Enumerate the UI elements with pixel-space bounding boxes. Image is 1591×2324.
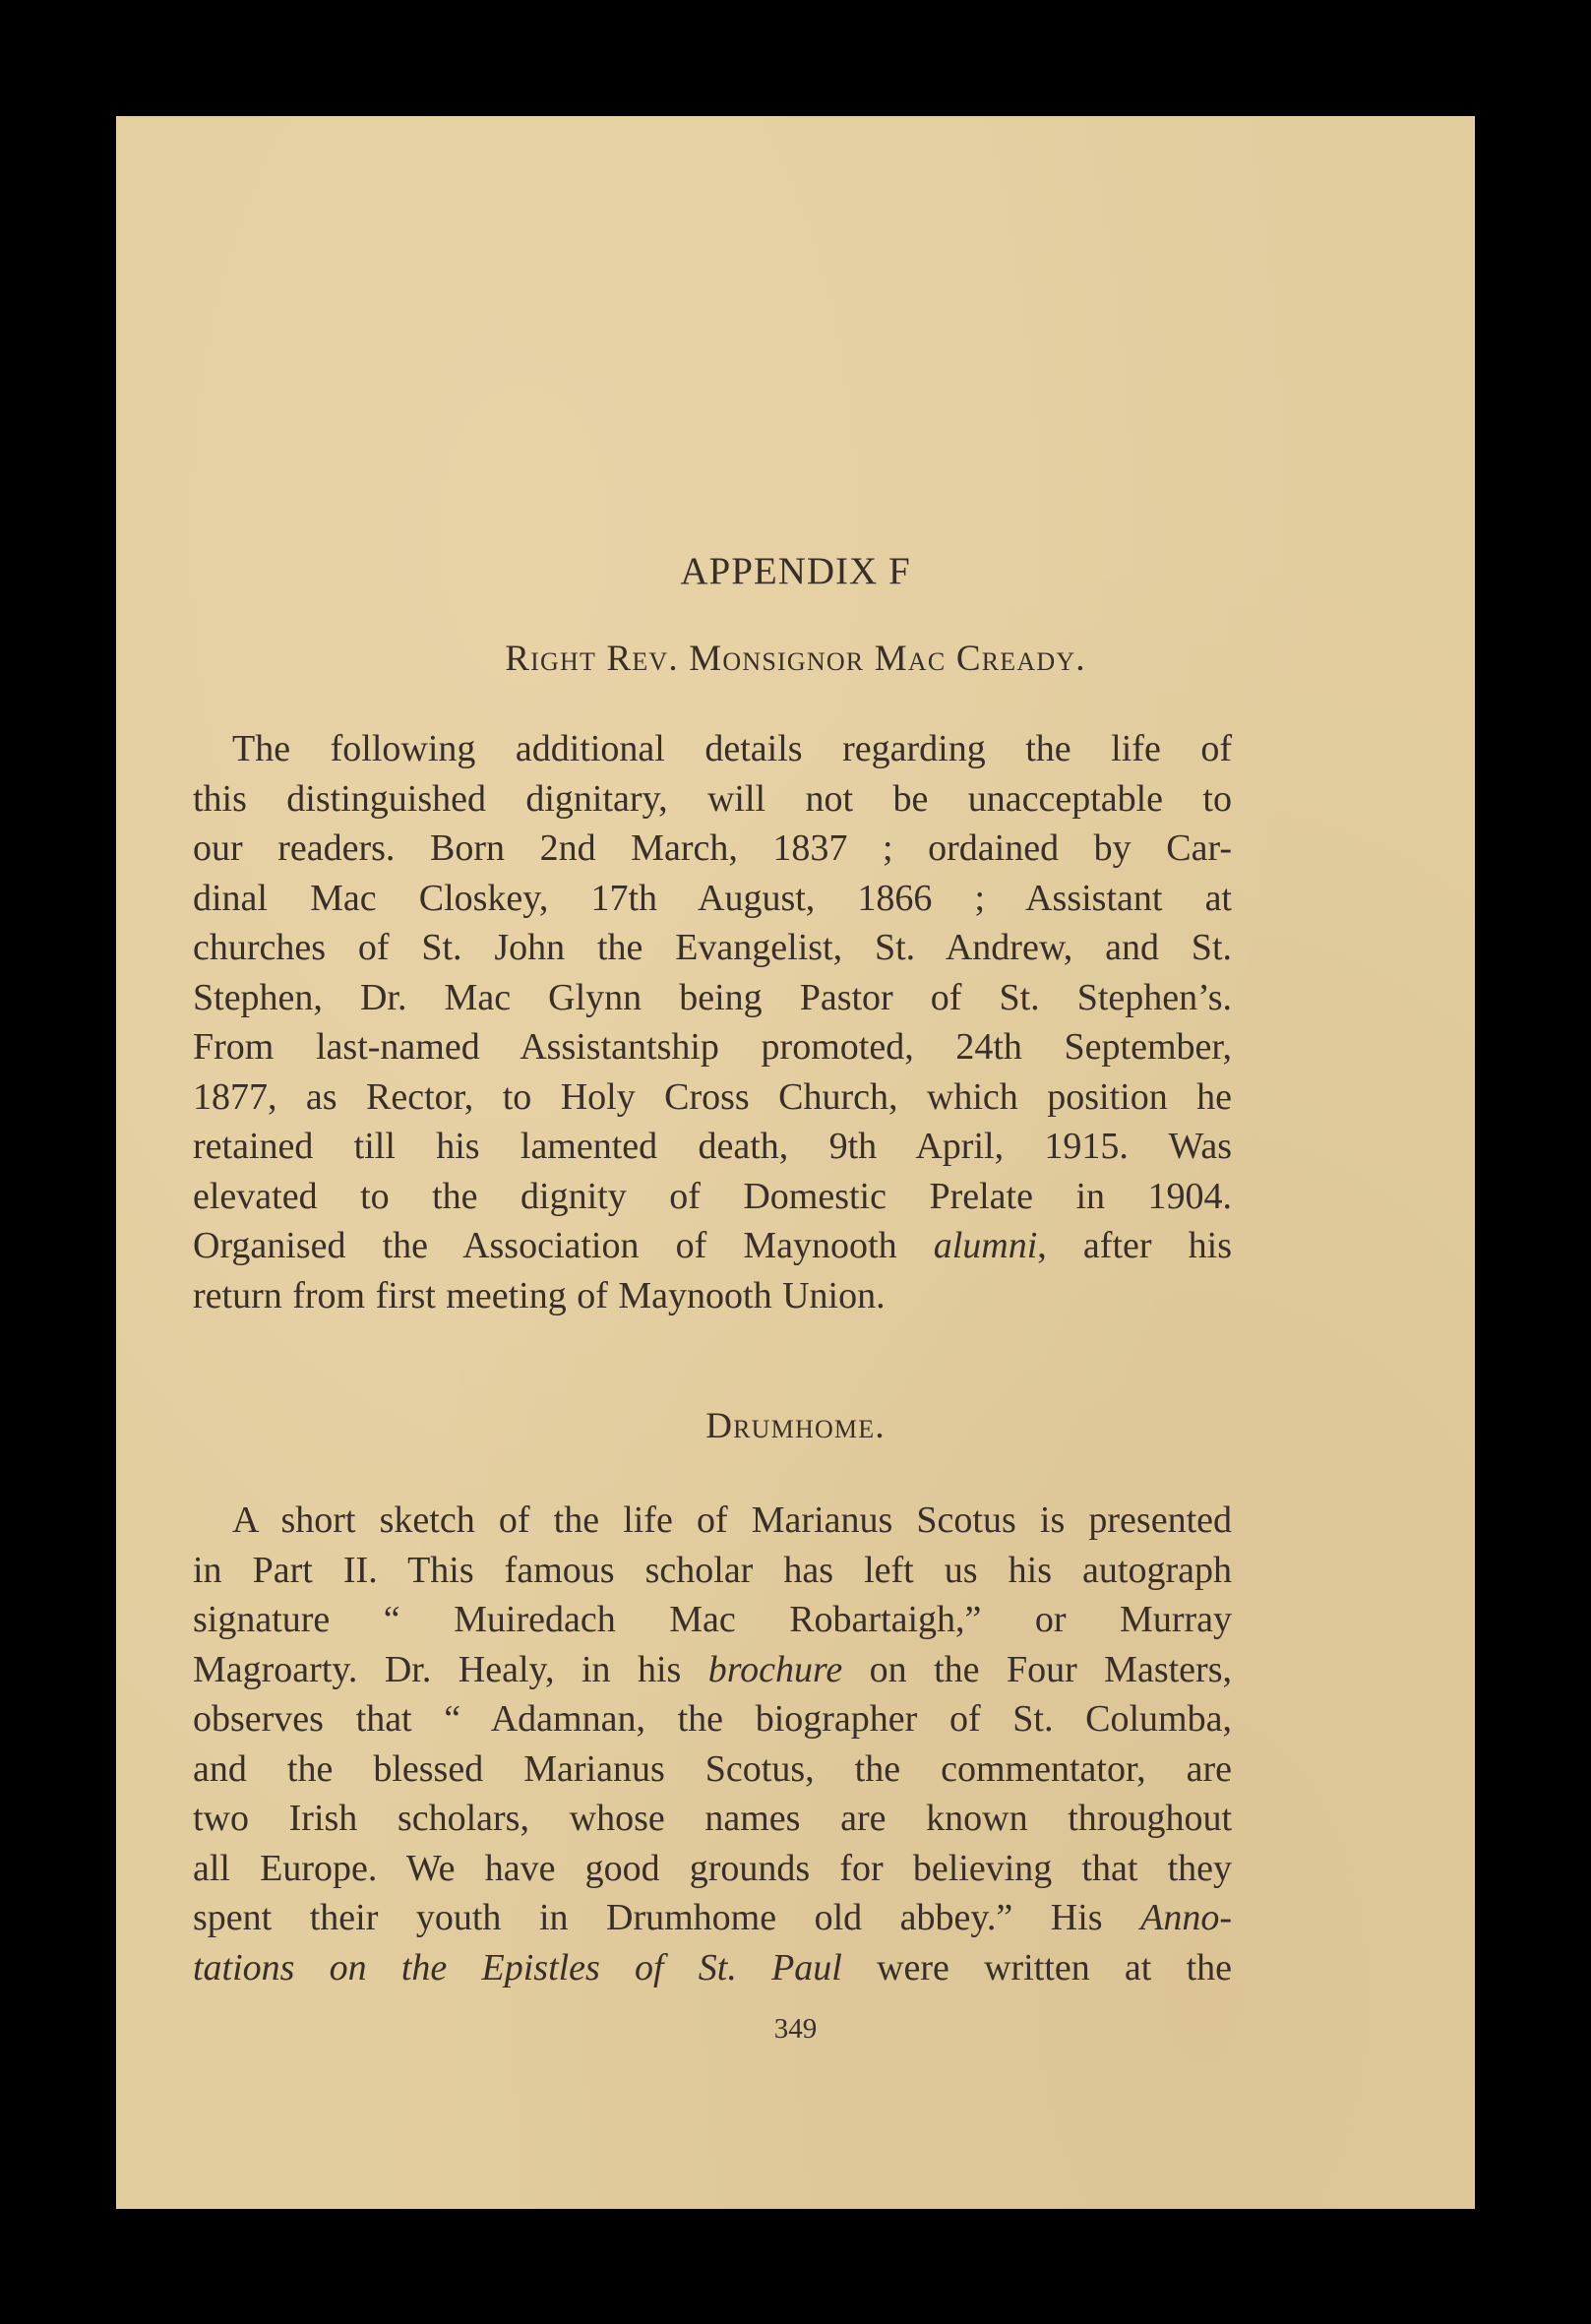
text-line: churches of St. John the Evangelist, St. Andrew, and St. xyxy=(193,927,1232,968)
section-title-mac-cready: Right Rev. Monsignor Mac Cready. xyxy=(505,639,1086,679)
text-line: Stephen, Dr. Mac Glynn being Pastor of St. Stephen’s. xyxy=(193,976,1232,1018)
text-line: Magroarty. Dr. Healy, in his brochure on the Four Masters, xyxy=(193,1648,1232,1690)
text-line: The following additional details regarding the life of xyxy=(232,728,1232,769)
text-line: A short sketch of the life of Marianus Scotus is presented xyxy=(232,1499,1232,1541)
paragraph-mac-cready xyxy=(193,724,1232,1320)
text-line: From last-named Assistantship promoted, 24th September, xyxy=(193,1026,1232,1068)
text-line: two Irish scholars, whose names are known throughout xyxy=(193,1798,1232,1839)
text-line: our readers. Born 2nd March, 1837 ; ordained by Car- xyxy=(193,827,1232,869)
appendix-heading: APPENDIX F xyxy=(680,550,911,592)
text-line: spent their youth in Drumhome old abbey.” His Anno- xyxy=(193,1897,1232,1938)
text-line: and the blessed Marianus Scotus, the commentator, are xyxy=(193,1747,1232,1790)
text-line: Organised the Association of Maynooth alumni, after his xyxy=(193,1225,1232,1266)
book-page xyxy=(116,116,1475,2209)
text-line: return from first meeting of Maynooth Union. xyxy=(193,1274,886,1316)
section-title-drumhome: Drumhome. xyxy=(705,1406,886,1446)
text-line: signature “ Muiredach Mac Robartaigh,” or Murray xyxy=(193,1599,1232,1640)
page-number: 349 xyxy=(773,2013,818,2045)
text-line: retained till his lamented death, 9th April, 1915. Was xyxy=(193,1126,1232,1167)
text-line: all Europe. We have good grounds for believing that they xyxy=(193,1847,1232,1889)
text-line: dinal Mac Closkey, 17th August, 1866 ; Assistant at xyxy=(193,877,1232,919)
text-line: this distinguished dignitary, will not be unacceptable to xyxy=(193,777,1232,820)
paragraph-drumhome xyxy=(193,1496,1232,1992)
text-line: elevated to the dignity of Domestic Prelate in 1904. xyxy=(193,1175,1232,1217)
text-line: 1877, as Rector, to Holy Cross Church, which position he xyxy=(193,1075,1232,1118)
text-line: observes that “ Adamnan, the biographer of St. Columba, xyxy=(193,1698,1232,1740)
text-line: tations on the Epistles of St. Paul were written at the xyxy=(193,1946,1232,1988)
text-line: in Part II. This famous scholar has left us his autograph xyxy=(193,1549,1232,1591)
